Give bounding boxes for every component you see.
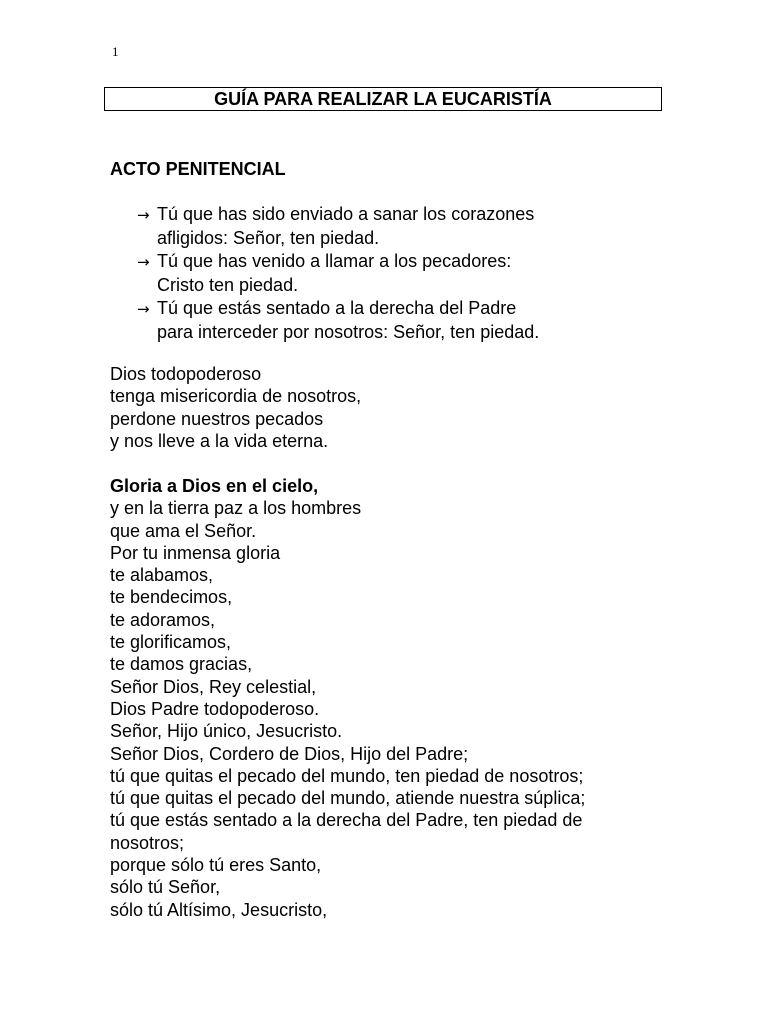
prayer-line: Dios todopoderoso: [110, 364, 262, 384]
gloria-line: te bendecimos,: [110, 587, 233, 608]
invocation-item: [137, 203, 539, 250]
section-heading-acto-penitencial: ACTO PENITENCIAL: [110, 159, 286, 179]
prayer-line: perdone nuestros pecados: [110, 408, 324, 429]
gloria-line: Señor, Hijo único, Jesucristo.: [110, 721, 343, 742]
arrow-right-icon: →: [137, 300, 150, 318]
gloria-line: Por tu inmensa gloria: [110, 542, 281, 563]
invocation-line: [137, 250, 539, 274]
gloria-first-line: Gloria a Dios en el cielo,: [110, 476, 319, 496]
gloria-line: te glorificamos,: [110, 632, 232, 653]
gloria-line: te damos gracias,: [110, 654, 253, 675]
prayer-line: y nos lleve a la vida eterna.: [110, 430, 329, 451]
gloria-line: te alabamos,: [110, 565, 214, 586]
invocation-line: [137, 203, 539, 227]
invocation-text: Tú que has sido enviado a sanar los corazones: [157, 204, 535, 224]
gloria-line: Señor Dios, Rey celestial,: [110, 676, 317, 697]
arrow-right-icon: →: [137, 253, 150, 271]
invocation-text: Tú que estás sentado a la derecha del Padre: [157, 298, 517, 318]
gloria-line: que ama el Señor.: [110, 520, 257, 541]
absolution-prayer: [110, 363, 361, 452]
gloria-line: tú que quitas el pecado del mundo, ten piedad de nosotros;: [110, 765, 584, 786]
invocation-list: [137, 203, 539, 344]
invocation-line: [137, 297, 539, 321]
gloria-line: y en la tierra paz a los hombres: [110, 498, 362, 519]
page-number: 1: [112, 44, 119, 59]
gloria-line: tú que estás sentado a la derecha del Padre, ten piedad de: [110, 810, 583, 831]
gloria-line: porque sólo tú eres Santo,: [110, 855, 322, 876]
invocation-item: [137, 297, 539, 344]
gloria-hymn: [110, 475, 585, 921]
arrow-right-icon: →: [137, 206, 150, 224]
invocation-response: afligidos: Señor, ten piedad.: [157, 228, 380, 248]
invocation-item: [137, 250, 539, 297]
document-title: GUÍA PARA REALIZAR LA EUCARISTÍA: [104, 87, 662, 111]
gloria-line: nosotros;: [110, 832, 185, 853]
prayer-line: tenga misericordia de nosotros,: [110, 386, 362, 407]
invocation-text: Tú que has venido a llamar a los pecadores:: [157, 251, 512, 271]
gloria-line: Señor Dios, Cordero de Dios, Hijo del Padre;: [110, 743, 469, 764]
invocation-response: Cristo ten piedad.: [157, 275, 299, 295]
invocation-response: para interceder por nosotros: Señor, ten piedad.: [157, 322, 540, 342]
gloria-line: tú que quitas el pecado del mundo, atiende nuestra súplica;: [110, 788, 586, 809]
gloria-line: te adoramos,: [110, 609, 216, 630]
gloria-line: Dios Padre todopoderoso.: [110, 698, 320, 719]
gloria-line: sólo tú Señor,: [110, 877, 221, 898]
gloria-line: sólo tú Altísimo, Jesucristo,: [110, 899, 328, 920]
